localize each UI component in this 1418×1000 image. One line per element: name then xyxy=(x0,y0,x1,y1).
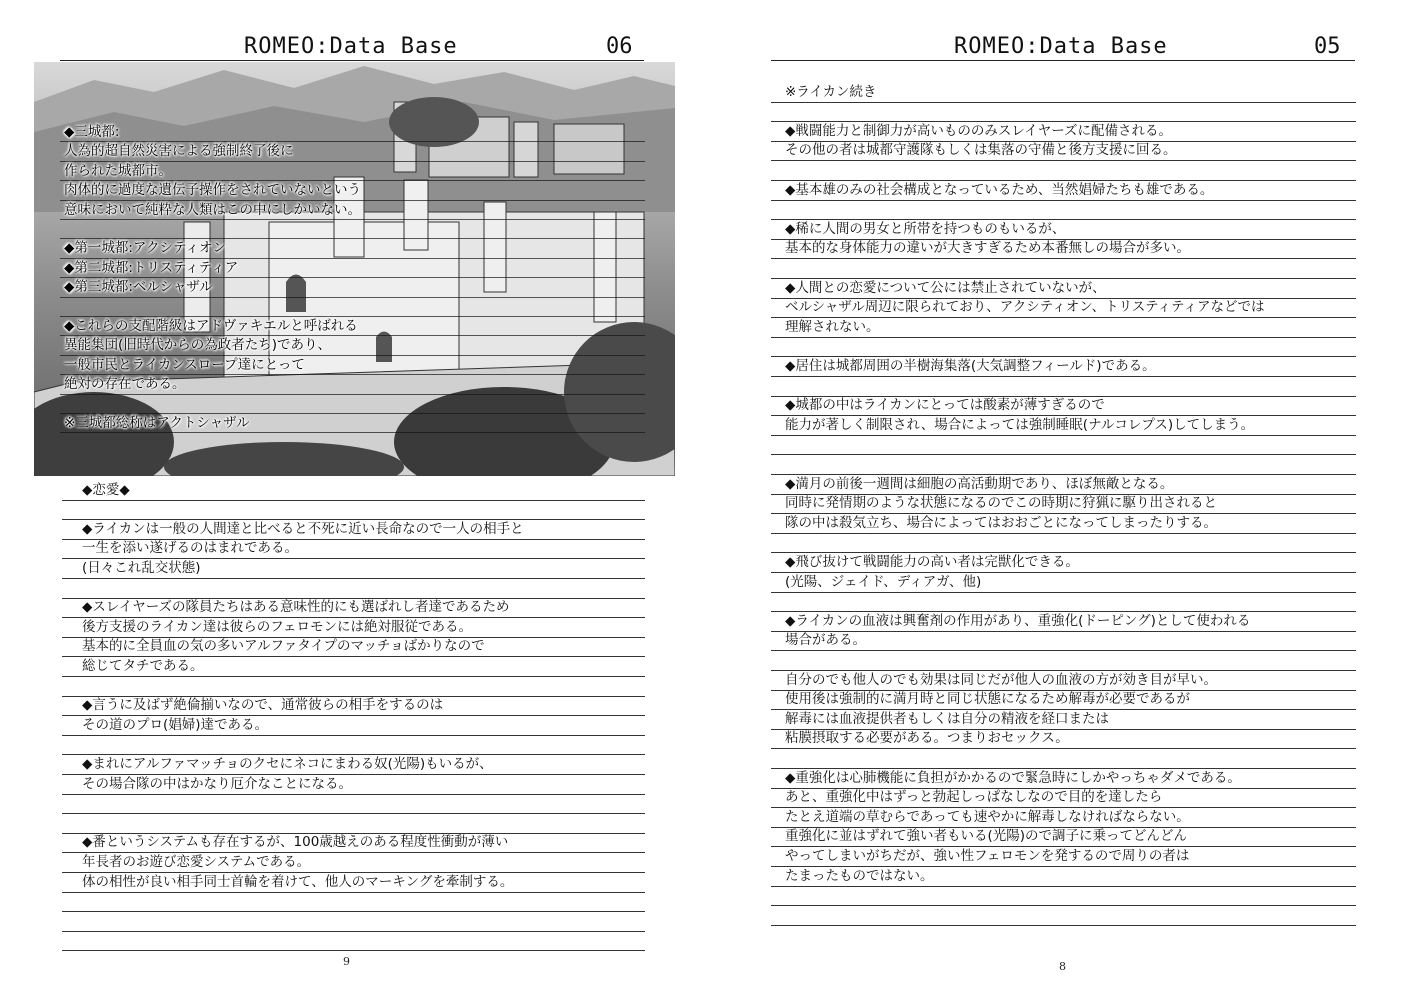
text-line: あと、重強化中はずっと勃起しっぱなしなので目的を達したら xyxy=(785,789,1163,806)
text-line: 基本的に全員血の気の多いアルファタイプのマッチョばかりなので xyxy=(82,638,485,655)
text-line: ◆満月の前後一週間は細胞の高活動期であり、ほぼ無敵となる。 xyxy=(785,475,1174,492)
text-line: やってしまいがちだが、強い性フェロモンを発するので周りの者は xyxy=(785,848,1190,864)
ruled-line xyxy=(62,794,645,815)
text-line: 同時に発情期のような状態になるのでこの時期に狩猟に駆り出されると xyxy=(785,495,1217,512)
left-footer-page-number: 9 xyxy=(343,955,350,968)
text-line: 能力が著しく制限され、場合によっては強制睡眠(ナルコレプス)してしまう。 xyxy=(785,416,1255,433)
text-line: ◆スレイヤーズの隊員たちはある意味性的にも選ばれし者達であるため xyxy=(82,599,510,616)
left-page-title: ROMEO:Data Base xyxy=(244,34,458,59)
text-line: 重強化に並はずれて強い者もいる(光陽)ので調子に乗ってどんどん xyxy=(785,828,1188,845)
text-line: 自分のでも他人のでも効果は同じだが他人の血液の方が効き目が早い。 xyxy=(785,671,1217,688)
ruled-line xyxy=(771,533,1356,554)
ruled-line xyxy=(771,905,1356,926)
text-line: ◆ライカンは一般の人間達と比べると不死に近い長命なので一人の相手と xyxy=(82,520,524,537)
ruled-line xyxy=(771,435,1356,456)
ruled-line xyxy=(62,735,645,756)
caption-line: 作られた城都市。 xyxy=(64,162,172,179)
caption-line: 意味において純粋な人類はこの中にしかいない。 xyxy=(64,201,361,218)
text-line: ◆まれにアルファマッチョのクセにネコにまわる奴(光陽)もいるが、 xyxy=(82,756,493,772)
ruled-line xyxy=(771,650,1356,671)
caption-line: 異能集団(旧時代からの為政者たち)であり、 xyxy=(64,337,332,354)
ruled-line xyxy=(771,886,1356,907)
caption-ruled-line xyxy=(60,394,645,414)
text-line: 隊の中は殺気立ち、場合によってはおおごとになってしまったりする。 xyxy=(785,514,1217,531)
caption-line: 絶対の存在である。 xyxy=(64,376,186,393)
right-page-label: 05 xyxy=(1314,34,1341,59)
ruled-line xyxy=(771,200,1356,221)
text-line: ◆戦闘能力と制御力が高いもののみスレイヤーズに配備される。 xyxy=(785,122,1173,139)
text-line: (日々これ乱交状態) xyxy=(82,560,201,576)
text-line: ◆番というシステムも存在するが、100歳越えのある程度性衝動が薄い xyxy=(82,834,509,851)
right-header-rule xyxy=(771,60,1355,61)
ruled-line xyxy=(62,676,645,697)
text-line: 理解されない。 xyxy=(785,318,880,335)
text-line: 場合がある。 xyxy=(785,632,866,649)
text-line: 一生を添い遂げるのはまれである。 xyxy=(82,540,298,557)
text-line: その場合隊の中はかなり厄介なことになる。 xyxy=(82,775,352,792)
text-line: ◆飛び抜けて戦闘能力の高い者は完獣化できる。 xyxy=(785,554,1079,570)
text-line: 後方支援のライカン達は彼らのフェロモンには絶対服従である。 xyxy=(82,618,473,635)
text-line: たまったものではない。 xyxy=(785,867,934,884)
caption-line: 肉体的に過度な遺伝子操作をされていないという xyxy=(64,182,361,199)
caption-line: 人為的超自然災害による強制終了後に xyxy=(64,143,294,160)
ruled-line xyxy=(62,911,645,932)
text-line: その他の者は城都守護隊もしくは集落の守備と後方支援に回る。 xyxy=(785,142,1177,159)
right-page xyxy=(709,0,1418,1000)
text-line: 解毒には血液提供者もしくは自分の精液を経口または xyxy=(785,710,1109,727)
ruled-line xyxy=(771,102,1356,123)
ruled-line xyxy=(62,931,645,952)
ruled-line xyxy=(771,337,1356,358)
text-line: ◆恋愛◆ xyxy=(82,481,130,498)
ruled-line xyxy=(62,480,645,501)
text-line: ◆基本雄のみの社会構成となっているため、当然娼婦たちも雄である。 xyxy=(785,181,1214,198)
text-line: ◆重強化は心肺機能に負担がかかるので緊急時にしかやっちゃダメである。 xyxy=(785,769,1241,786)
ruled-line xyxy=(62,813,645,834)
text-line: (光陽、ジェイド、ディアガ、他) xyxy=(785,573,982,590)
caption-ruled-line xyxy=(60,219,645,239)
caption-line: 一般市民とライカンスロープ達にとって xyxy=(64,356,305,373)
text-line: 総じてタチである。 xyxy=(82,658,204,674)
text-line: ※ライカン続き xyxy=(785,83,877,100)
caption-line: ◆三城都: xyxy=(64,124,120,140)
caption-line: ※三城都総称はアクトシャザル xyxy=(64,415,250,431)
caption-ruled-line xyxy=(60,122,645,142)
ruled-line xyxy=(771,160,1356,181)
text-line: ベルシャザル周辺に限られており、アクシティオン、トリスティティアなどでは xyxy=(785,299,1265,316)
ruled-line xyxy=(62,500,645,521)
text-line: その道のプロ(娼婦)達である。 xyxy=(82,716,269,733)
ruled-line xyxy=(771,592,1356,613)
ruled-line xyxy=(62,578,645,599)
ruled-line xyxy=(771,376,1356,397)
right-page-title: ROMEO:Data Base xyxy=(954,34,1168,59)
text-line: 粘膜摂取する必要がある。つまりおセックス。 xyxy=(785,730,1069,747)
caption-ruled-line xyxy=(60,297,645,317)
text-line: ◆居住は城都周囲の半樹海集落(大気調整フィールド)である。 xyxy=(785,358,1156,374)
text-line: ◆人間との恋愛について公には禁止されていないが、 xyxy=(785,279,1106,296)
left-page-label: 06 xyxy=(606,34,633,59)
text-line: たとえ道端の草むらであっても速やかに解毒しなければならない。 xyxy=(785,808,1190,825)
text-line: ◆ライカンの血液は興奮剤の作用があり、重強化(ドーピング)として使われる xyxy=(785,612,1251,629)
ruled-line xyxy=(771,748,1356,769)
ruled-line xyxy=(771,454,1356,475)
text-line: 年長者のお遊び恋愛システムである。 xyxy=(82,854,311,870)
ruled-line xyxy=(771,258,1356,279)
caption-line: ◆第二城都:トリスティティア xyxy=(64,259,239,276)
text-line: 基本的な身体能力の違いが大きすぎるため本番無しの場合が多い。 xyxy=(785,240,1190,257)
caption-line: ◆第一城都:アクシティオン xyxy=(64,240,226,257)
text-line: ◆城都の中はライカンにとっては酸素が薄すぎるので xyxy=(785,397,1105,414)
left-header-rule xyxy=(60,60,644,61)
caption-line: ◆これらの支配階級はアドヴァキエルと呼ばれる xyxy=(64,318,358,334)
text-line: 体の相性が良い相手同士首輪を着けて、他人のマーキングを牽制する。 xyxy=(82,873,514,890)
right-footer-page-number: 8 xyxy=(1059,960,1066,973)
text-line: ◆稀に人間の男女と所帯を持つものもいるが、 xyxy=(785,220,1066,237)
caption-line: ◆第三城都:ベルシャザル xyxy=(64,279,213,296)
ruled-line xyxy=(62,892,645,913)
text-line: 使用後は強制的に満月時と同じ状態になるため解毒が必要であるが xyxy=(785,691,1190,708)
text-line: ◆言うに及ばず絶倫揃いなので、通常彼らの相手をするのは xyxy=(82,697,444,714)
